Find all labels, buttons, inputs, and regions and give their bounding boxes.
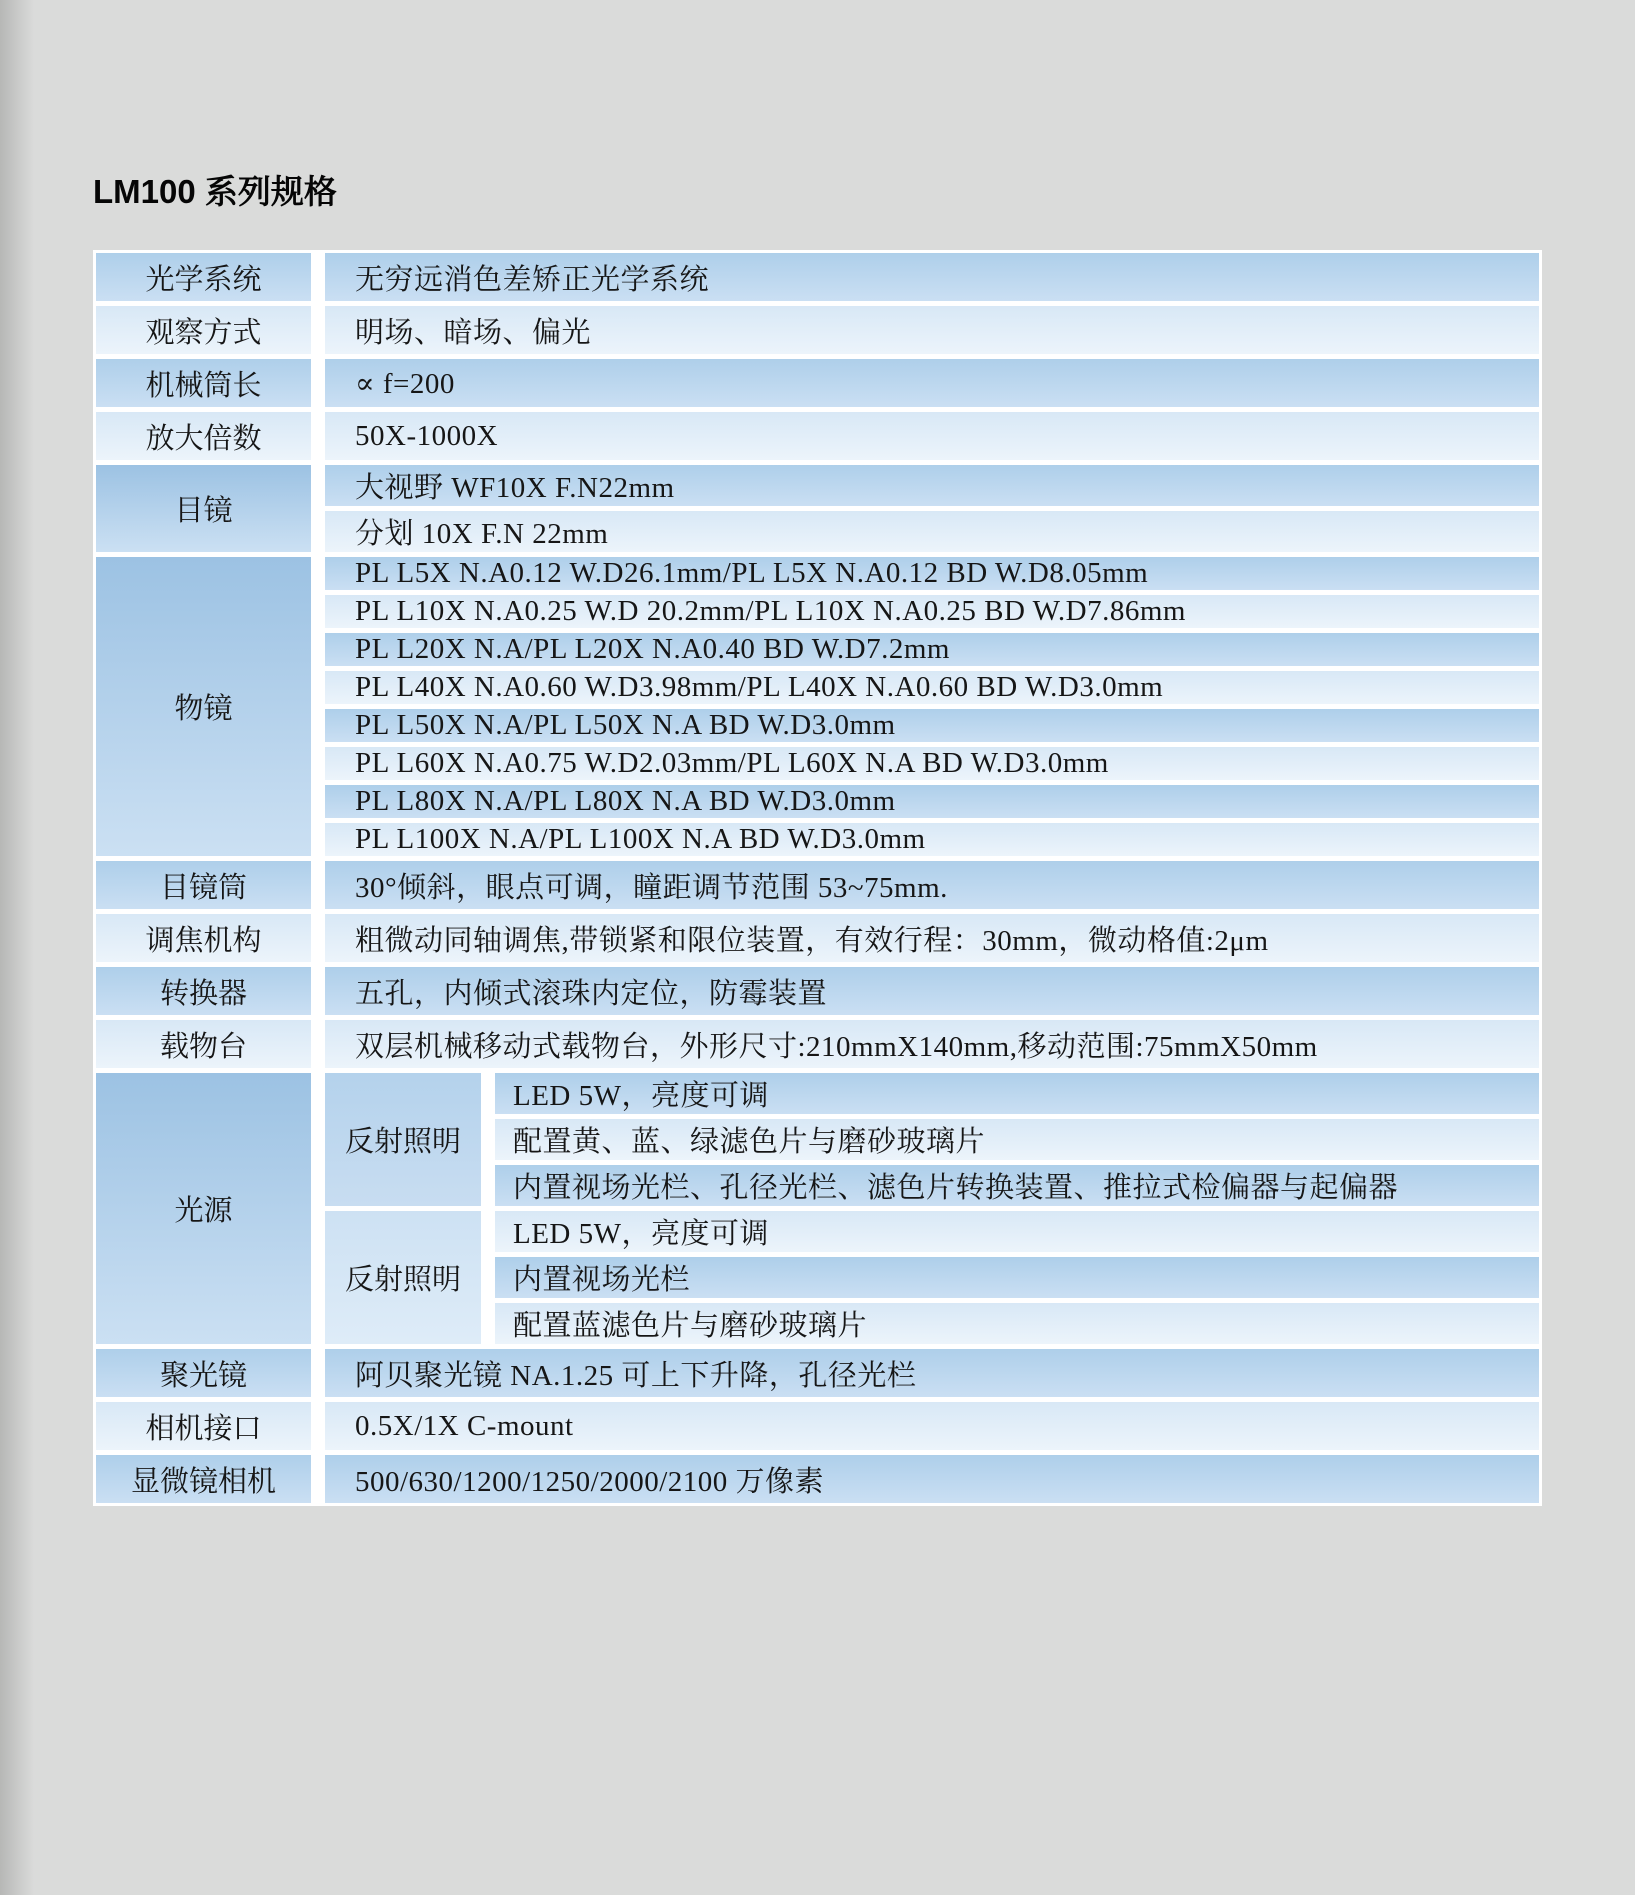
row-value: 内置视场光栏、孔径光栏、滤色片转换装置、推拉式检偏器与起偏器 <box>495 1165 1539 1206</box>
row-label: 载物台 <box>96 1020 311 1068</box>
table-row <box>96 914 1539 962</box>
table-subgroup-illumination-1 <box>325 1073 1539 1206</box>
row-value: PL L40X N.A0.60 W.D3.98mm/PL L40X N.A0.60 BD W.D3.0mm <box>325 671 1539 704</box>
row-value: 0.5X/1X C-mount <box>325 1402 1539 1450</box>
table-rowgroup-objective <box>96 557 1539 856</box>
page-edge-shadow <box>0 0 34 1895</box>
row-value: 50X-1000X <box>325 412 1539 460</box>
row-value: 明场、暗场、偏光 <box>325 306 1539 354</box>
row-value: 分划 10X F.N 22mm <box>325 511 1539 552</box>
sub-row-label: 反射照明 <box>325 1211 481 1344</box>
row-label: 调焦机构 <box>96 914 311 962</box>
row-value: LED 5W，亮度可调 <box>495 1073 1539 1114</box>
sub-row-label: 反射照明 <box>325 1073 481 1206</box>
row-value: PL L80X N.A/PL L80X N.A BD W.D3.0mm <box>325 785 1539 818</box>
page-title: LM100 系列规格 <box>93 173 337 210</box>
row-label: 相机接口 <box>96 1402 311 1450</box>
row-value: PL L60X N.A0.75 W.D2.03mm/PL L60X N.A BD W.D3.0mm <box>325 747 1539 780</box>
row-value: 大视野 WF10X F.N22mm <box>325 465 1539 506</box>
row-value: 无穷远消色差矫正光学系统 <box>325 253 1539 301</box>
table-row <box>96 306 1539 354</box>
spec-table <box>93 250 1542 1506</box>
row-value: 内置视场光栏 <box>495 1257 1539 1298</box>
row-label: 观察方式 <box>96 306 311 354</box>
row-value: PL L100X N.A/PL L100X N.A BD W.D3.0mm <box>325 823 1539 856</box>
row-label: 聚光镜 <box>96 1349 311 1397</box>
table-row <box>96 412 1539 460</box>
row-label: 显微镜相机 <box>96 1455 311 1503</box>
row-label: 转换器 <box>96 967 311 1015</box>
table-row <box>96 861 1539 909</box>
table-row <box>96 1020 1539 1068</box>
row-value: ∝ f=200 <box>325 359 1539 407</box>
row-value: LED 5W，亮度可调 <box>495 1211 1539 1252</box>
row-label: 目镜筒 <box>96 861 311 909</box>
row-value: 双层机械移动式载物台，外形尺寸:210mmX140mm,移动范围:75mmX50mm <box>325 1020 1539 1068</box>
row-value: 配置黄、蓝、绿滤色片与磨砂玻璃片 <box>495 1119 1539 1160</box>
table-row <box>96 1349 1539 1397</box>
row-value: 500/630/1200/1250/2000/2100 万像素 <box>325 1455 1539 1503</box>
row-label: 放大倍数 <box>96 412 311 460</box>
row-label: 光源 <box>96 1073 311 1344</box>
table-row <box>96 1402 1539 1450</box>
row-value: 阿贝聚光镜 NA.1.25 可上下升降，孔径光栏 <box>325 1349 1539 1397</box>
table-subgroup-illumination-2 <box>325 1211 1539 1344</box>
table-row <box>96 967 1539 1015</box>
table-row <box>96 253 1539 301</box>
table-row <box>96 359 1539 407</box>
row-value: 五孔，内倾式滚珠内定位，防霉装置 <box>325 967 1539 1015</box>
row-value: 配置蓝滤色片与磨砂玻璃片 <box>495 1303 1539 1344</box>
row-value: PL L20X N.A/PL L20X N.A0.40 BD W.D7.2mm <box>325 633 1539 666</box>
table-row <box>96 1455 1539 1503</box>
table-rowgroup-eyepiece <box>96 465 1539 552</box>
row-label: 机械筒长 <box>96 359 311 407</box>
row-value: PL L10X N.A0.25 W.D 20.2mm/PL L10X N.A0.25 BD W.D7.86mm <box>325 595 1539 628</box>
row-label: 目镜 <box>96 465 311 552</box>
table-rowgroup-light-source <box>96 1073 1539 1344</box>
row-label: 光学系统 <box>96 253 311 301</box>
row-value: PL L50X N.A/PL L50X N.A BD W.D3.0mm <box>325 709 1539 742</box>
row-label: 物镜 <box>96 557 311 856</box>
row-value: 粗微动同轴调焦,带锁紧和限位装置，有效行程：30mm，微动格值:2μm <box>325 914 1539 962</box>
row-value: 30°倾斜，眼点可调，瞳距调节范围 53~75mm. <box>325 861 1539 909</box>
row-value: PL L5X N.A0.12 W.D26.1mm/PL L5X N.A0.12 BD W.D8.05mm <box>325 557 1539 590</box>
